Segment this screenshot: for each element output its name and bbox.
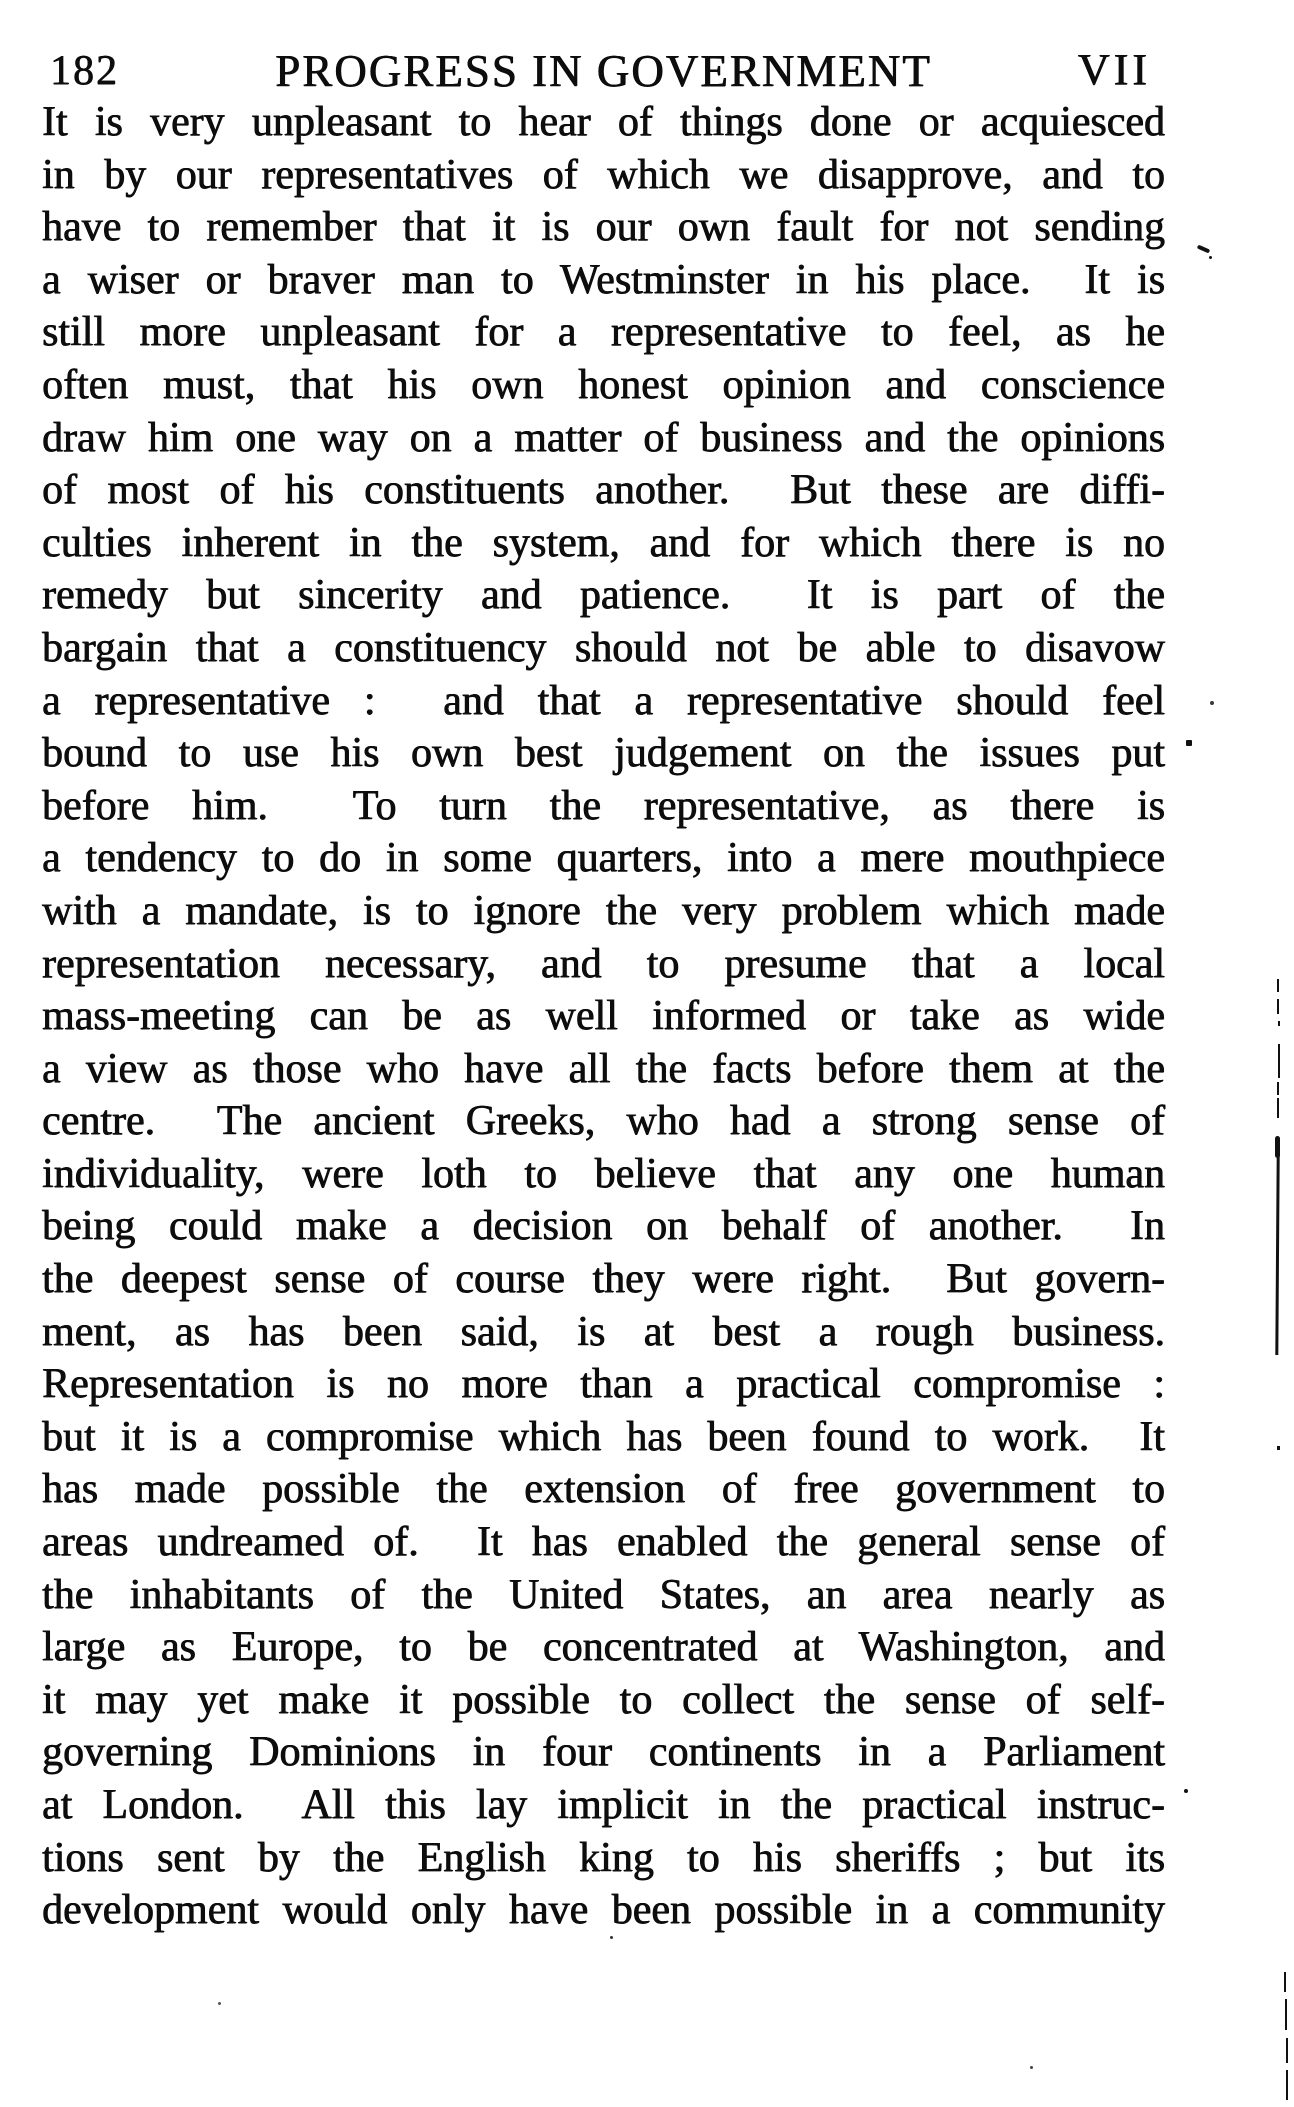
text-line: the deepest sense of course they were right. But govern- xyxy=(42,1256,1165,1303)
text-line: bound to use his own best judgement on the issues put xyxy=(42,730,1165,777)
page-number: 182 xyxy=(50,48,119,94)
page-body xyxy=(42,96,1165,1937)
scan-artifact-dash xyxy=(1277,999,1279,1014)
text-line: culties inherent in the system, and for which there is no xyxy=(42,519,1165,566)
text-line: individuality, were loth to believe that any one human xyxy=(42,1150,1165,1197)
text-line: bargain that a constituency should not be able to disavow xyxy=(42,624,1165,671)
chapter-numeral: VII xyxy=(1077,45,1151,94)
text-line: the inhabitants of the United States, an area nearly as xyxy=(42,1571,1165,1618)
scan-artifact-dash xyxy=(1278,1021,1280,1026)
text-line: mass-meeting can be as well informed or take as wide xyxy=(42,993,1165,1040)
running-title: PROGRESS IN GOVERNMENT xyxy=(275,46,932,96)
scan-artifact-dash xyxy=(1278,1044,1280,1078)
text-line: areas undreamed of. It has enabled the general sense of xyxy=(42,1519,1165,1566)
text-line: still more unpleasant for a representative to feel, as he xyxy=(42,309,1165,356)
text-line: with a mandate, is to ignore the very problem which made xyxy=(42,887,1165,934)
text-line: before him. To turn the representative, as there is xyxy=(42,782,1165,829)
scan-artifact-speck xyxy=(1210,701,1214,705)
text-line: tions sent by the English king to his sheriffs ; but its xyxy=(42,1834,1165,1881)
text-line: representation necessary, and to presume that a local xyxy=(42,940,1165,987)
scan-artifact-speck xyxy=(1277,1446,1280,1450)
scan-artifact-speck xyxy=(1030,2066,1033,2069)
text-line: centre. The ancient Greeks, who had a strong sense of xyxy=(42,1098,1165,1145)
text-line: a representative : and that a representative should feel xyxy=(42,677,1165,724)
scan-artifact-tick xyxy=(1197,245,1211,254)
scan-artifact-speck xyxy=(1184,1789,1188,1793)
text-line: have to remember that it is our own fault for not sending xyxy=(42,204,1165,251)
text-line: a tendency to do in some quarters, into a mere mouthpiece xyxy=(42,835,1165,882)
page-header xyxy=(42,42,1165,94)
text-line: being could make a decision on behalf of another. In xyxy=(42,1203,1165,1250)
scan-artifact-dash xyxy=(1286,2038,1288,2063)
text-line: draw him one way on a matter of business and the opinions xyxy=(42,414,1165,461)
text-line: a wiser or braver man to Westminster in his place. It is xyxy=(42,256,1165,303)
scan-artifact-dash xyxy=(1277,979,1279,992)
text-line: in by our representatives of which we disapprove, and to xyxy=(42,151,1165,198)
scan-artifact-speck xyxy=(1209,256,1212,259)
text-line: at London. All this lay implicit in the practical instruc- xyxy=(42,1782,1165,1828)
scan-artifact-dash xyxy=(1284,1972,1286,1992)
scan-artifact-scratch-line xyxy=(1275,1155,1279,1355)
text-line: ment, as has been said, is at best a rough business. xyxy=(42,1308,1165,1355)
scan-artifact-speck xyxy=(1186,740,1192,746)
scan-artifact-dash xyxy=(1277,1098,1279,1118)
text-line: remedy but sincerity and patience. It is part of the xyxy=(42,572,1165,619)
text-line: often must, that his own honest opinion and conscience xyxy=(42,361,1165,408)
scan-artifact-dash xyxy=(1286,2070,1288,2100)
text-line: It is very unpleasant to hear of things done or acquiesced xyxy=(42,99,1165,145)
scan-artifact-speck xyxy=(218,2002,221,2005)
scan-artifact-dash xyxy=(1285,1999,1287,2030)
text-line: governing Dominions in four continents in a Parliament xyxy=(42,1729,1165,1776)
text-line: a view as those who have all the facts before them at the xyxy=(42,1045,1165,1092)
text-line: it may yet make it possible to collect the sense of self- xyxy=(42,1676,1165,1723)
scan-artifact-dash xyxy=(1277,1082,1279,1095)
text-line: has made possible the extension of free government to xyxy=(42,1466,1165,1513)
scan-artifact-speck xyxy=(610,1936,613,1939)
text-line: Representation is no more than a practical compromise : xyxy=(42,1361,1165,1408)
text-line: but it is a compromise which has been found to work. It xyxy=(42,1413,1165,1460)
text-line: large as Europe, to be concentrated at Washington, and xyxy=(42,1624,1165,1671)
text-line: of most of his constituents another. But these are diffi- xyxy=(42,467,1165,514)
text-line: development would only have been possible in a community xyxy=(42,1887,1165,1934)
